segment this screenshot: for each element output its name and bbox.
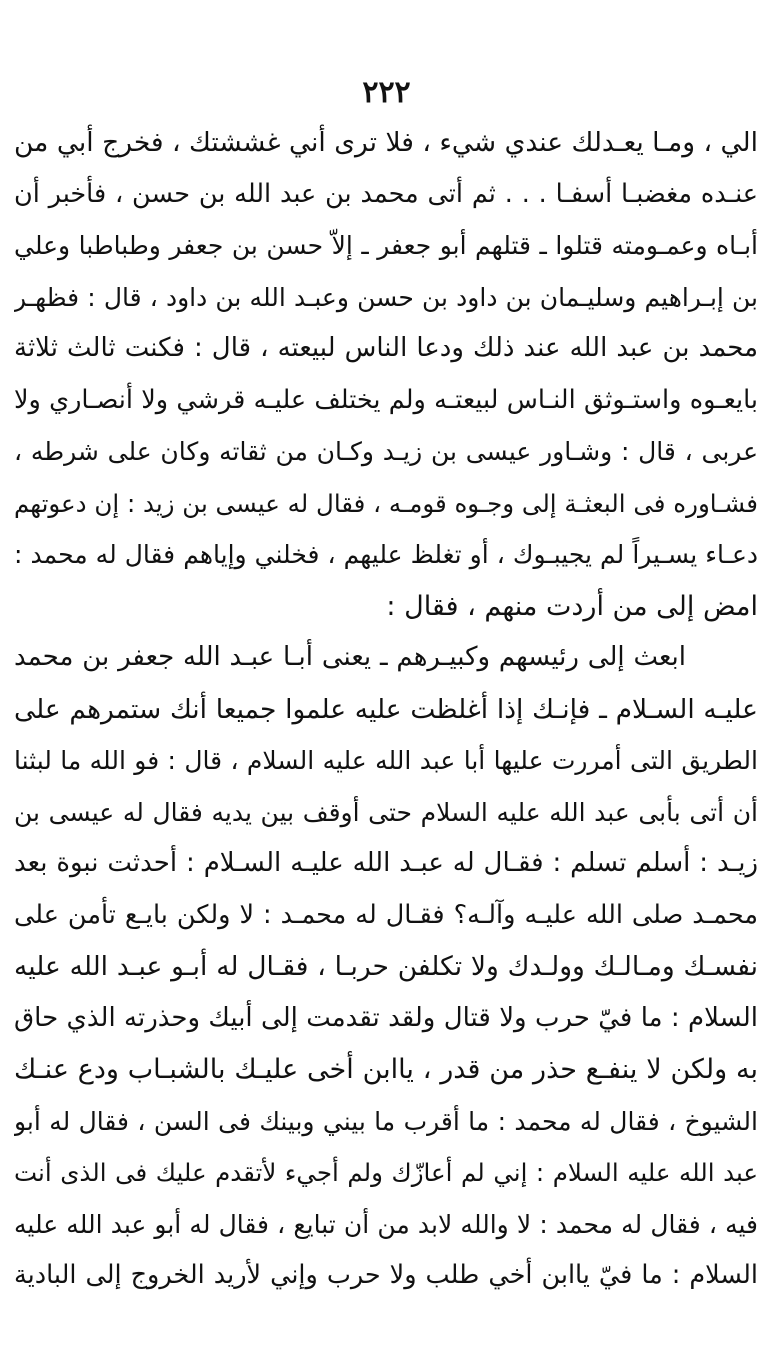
text-line: عنـده مغضبـا أسفـا . . . ثم أتى محمد بن عبد الله بن حسن ، فأخبر أن: [14, 178, 758, 209]
text-line: بن إبـراهيم وسليـمان بن داود بن حسن وعبـد الله بن داود ، قال : فظهـر: [14, 282, 758, 312]
text-line: الي ، ومـا يعـدلك عندي شيء ، فلا ترى أني غششتك ، فخرج أبي من: [14, 127, 758, 158]
text-line: دعـاء يسـيراً لم يجيبـوك ، أو تغلظ عليهم ، فخلني وإياهم فقال له محمد :: [14, 540, 758, 569]
text-line: عليـه السـلام ـ فإنـك إذا أغلظت عليه علموا جميعا أنك ستمرهم على: [14, 693, 758, 725]
text-line: محمـد صلى الله عليـه وآلـه؟ فقـال له محمـد : لا ولكن بايـع تأمن على: [14, 899, 758, 930]
text-line: عربى ، قال : وشـاور عيسى بن زيـد وكـان من ثقاته وكان على شرطه ،: [14, 437, 758, 466]
text-line: امض إلى من أردت منهم ، فقال :: [386, 590, 758, 622]
text-line: فشـاوره فى البعثـة إلى وجـوه قومـه ، فقال له عيسى بن زيد : إن دعوتهم: [14, 488, 758, 518]
text-line: عبد الله عليه السلام : إني لم أعازّك ولم أجيء لأتقدم عليك فى الذى أنت: [14, 1158, 758, 1187]
text-line: محمد بن عبد الله عند ذلك ودعا الناس لبيعته ، قال : فكنت ثالث ثلاثة: [14, 333, 758, 363]
text-line: الشيوخ ، فقال له محمد : ما أقرب ما بيني وبينك فى السن ، فقال له أبو: [14, 1106, 758, 1136]
text-line: ابعث إلى رئيسهم وكبيـرهم ـ يعنى أبـا عبـد الله جعفر بن محمد: [14, 642, 686, 672]
text-line: أن أتى بأبى عبد الله عليه السلام حتى أوقف بين يديه فقال له عيسى بن: [14, 797, 758, 827]
text-line: به ولكن لا ينفـع حذر من قدر ، ياابن أخى عليـك بالشبـاب ودع عنـك: [14, 1054, 758, 1085]
text-line: أبـاه وعمـومته قتلوا ـ قتلهم أبو جعفر ـ إلاّ حسن بن جعفر وطباطبا وعلي: [14, 231, 758, 260]
text-line: زيـد : أسلم تسلم : فقـال له عبـد الله عليـه السـلام : أحدثت نبوة بعد: [14, 848, 758, 878]
text-line: نفسـك ومـالـك وولـدك ولا تكلفن حربـا ، فقـال له أبـو عبـد الله عليه: [14, 951, 758, 982]
text-line: بايعـوه واستـوثق النـاس لبيعتـه ولم يختلف عليـه قرشي ولا أنصـاري ولا: [14, 384, 758, 415]
page-number: ٢٢٢: [362, 75, 411, 110]
text-line: فيه ، فقال له محمد : لا والله لابد من أن تبايع ، فقال له أبو عبد الله عليه: [14, 1209, 758, 1239]
text-line: الطريق التى أمررت عليها أبا عبد الله عليه السلام ، قال : فو الله ما لبثنا: [14, 746, 758, 775]
text-line: السلام : ما فيّ حرب ولا قتال ولقد تقدمت إلى أبيك وحذرته الذي حاق: [14, 1002, 758, 1033]
text-line: السلام : ما فيّ ياابن أخي طلب ولا حرب وإني لأريد الخروج إلى البادية: [14, 1260, 758, 1290]
body-text: [14, 117, 758, 1302]
